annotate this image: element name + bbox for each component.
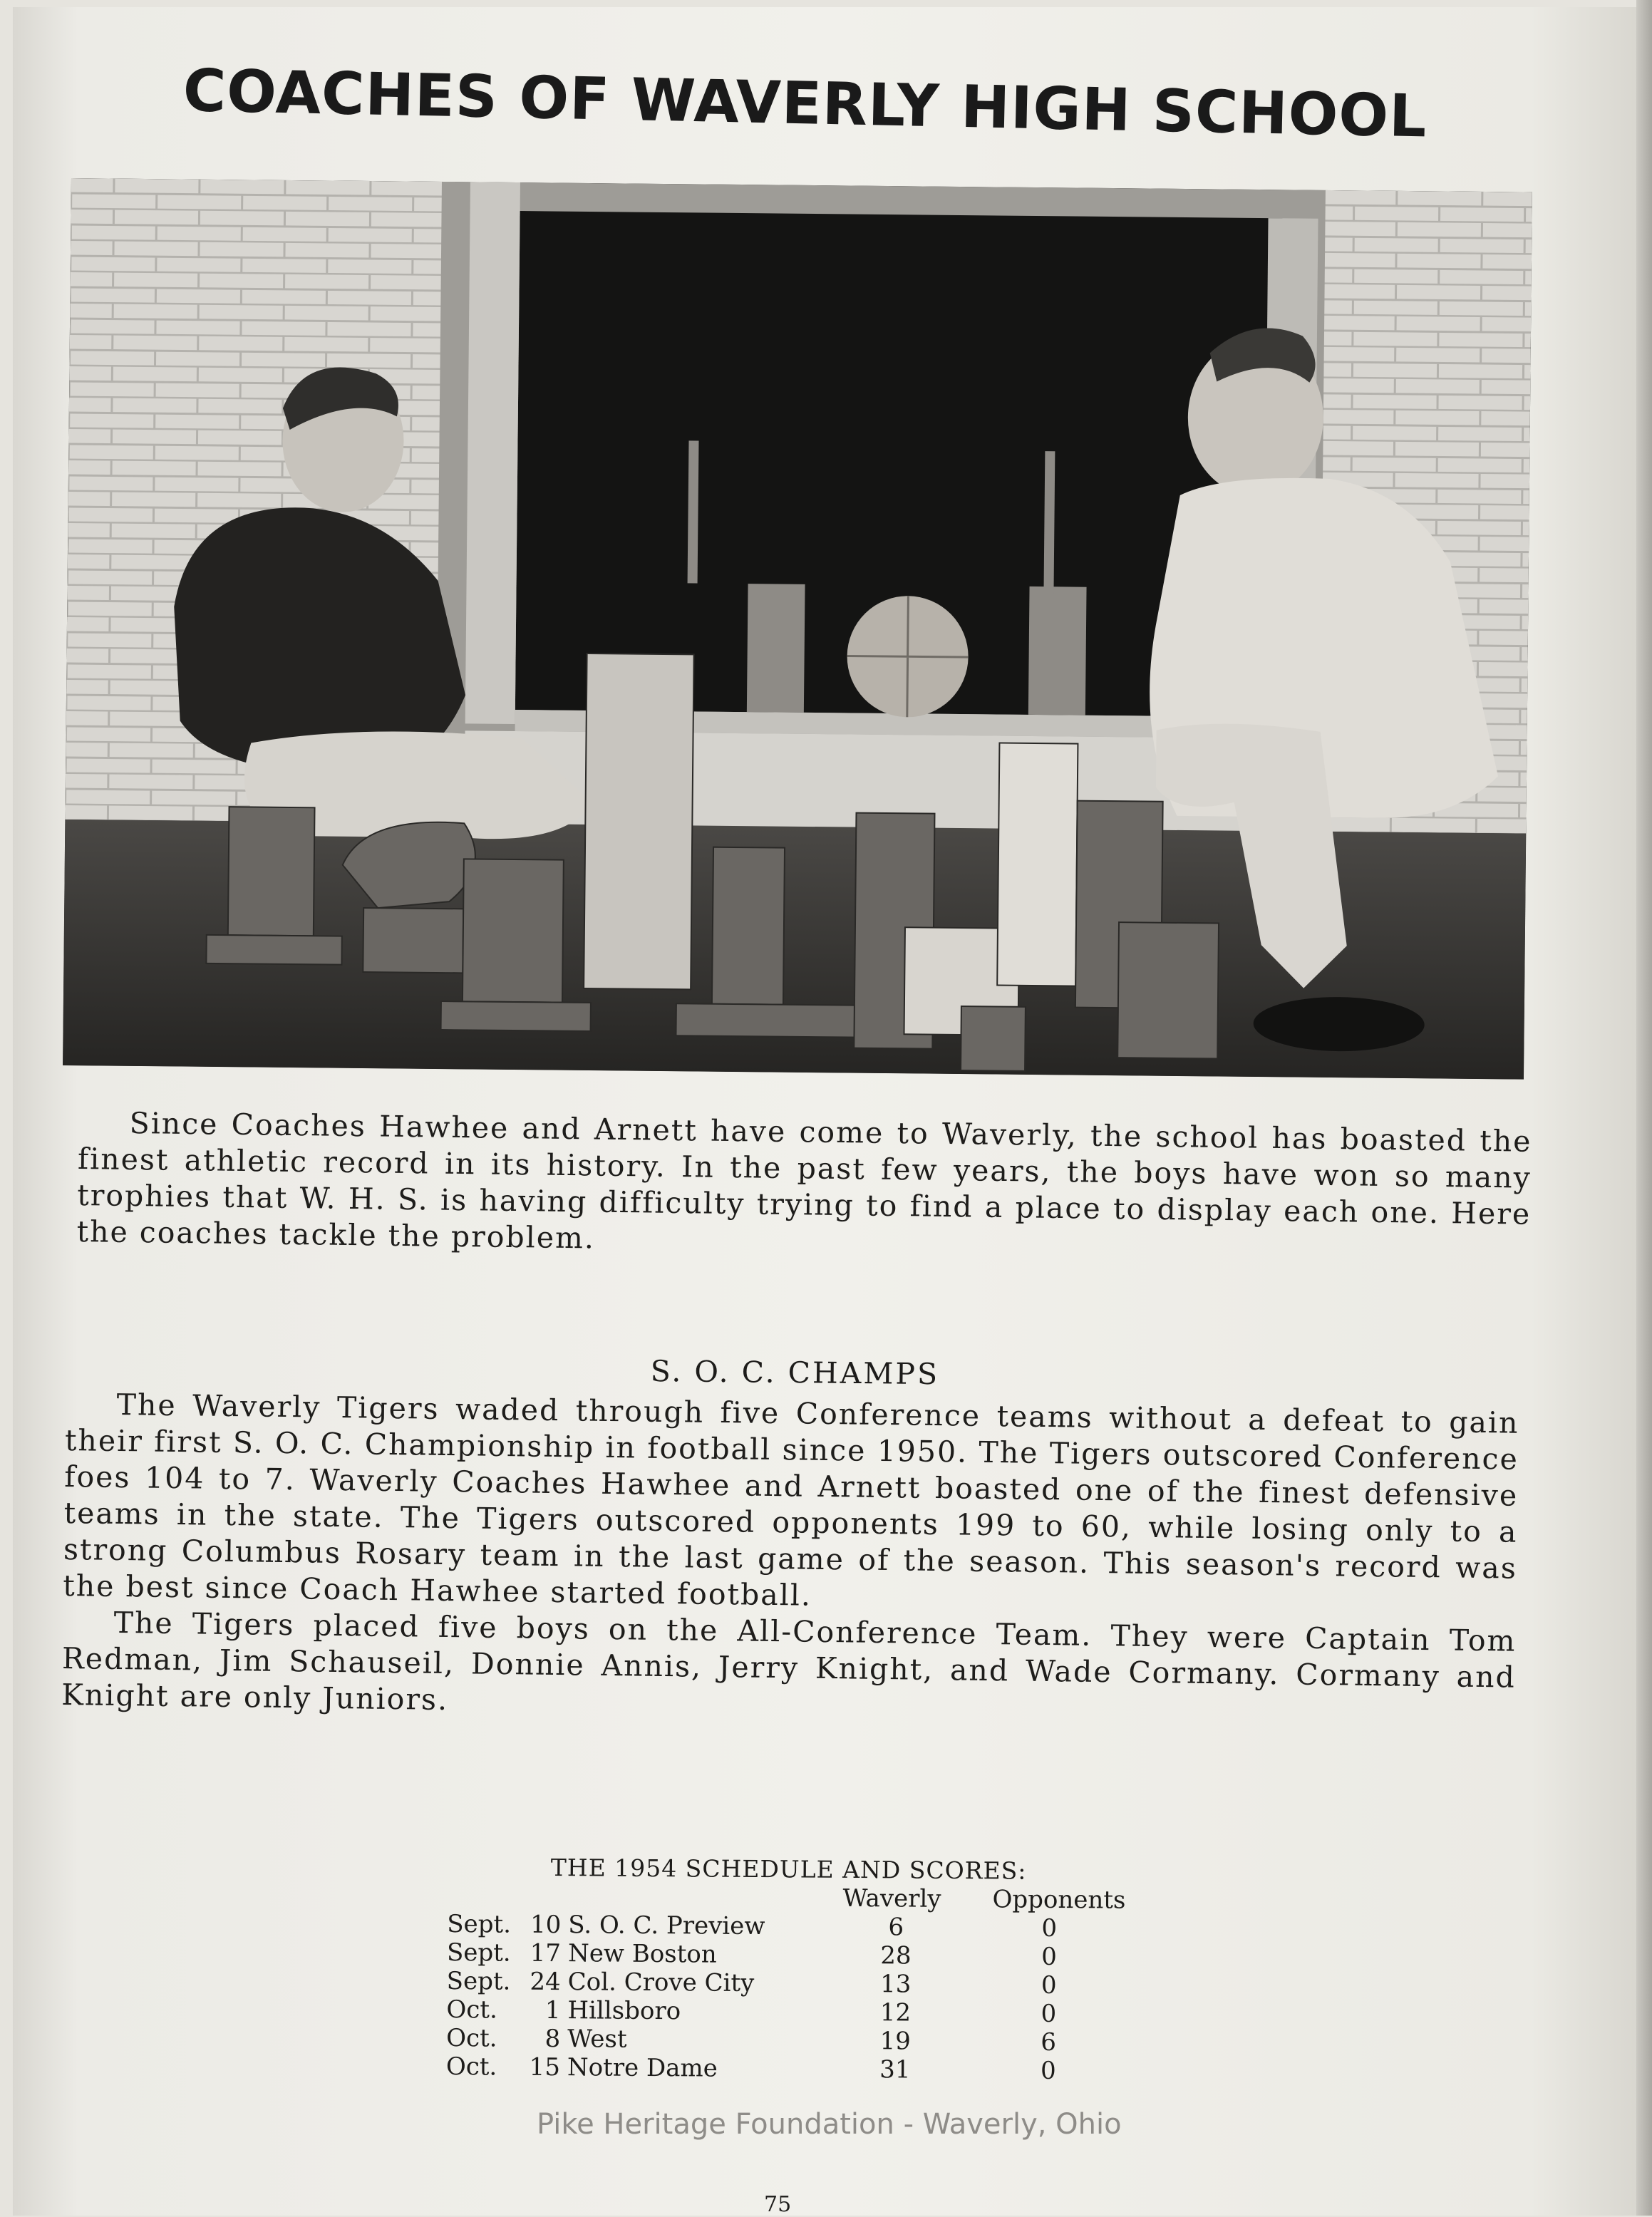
watermark-text: Pike Heritage Foundation - Waverly, Ohio bbox=[537, 2108, 1122, 2141]
game-day: 24 bbox=[530, 1967, 561, 1997]
game-opponent: Hillsboro bbox=[567, 1996, 681, 2026]
game-day: 17 bbox=[530, 1938, 562, 1968]
table-row bbox=[447, 1910, 1160, 1943]
game-month: Oct. bbox=[445, 2052, 497, 2082]
game-opponent: New Boston bbox=[567, 1939, 717, 1969]
champs-paragraph-2: The Tigers placed five boys on the All-Conference Team. They were Captain Tom Redman, Jim Schauseil, Donnie Annis, Jerry Knight, and Wade Cormany. Cormany and Knight are only Juniors. bbox=[61, 1605, 1517, 1717]
schedule-table bbox=[446, 1853, 1160, 2086]
waverly-score: 28 bbox=[880, 1941, 912, 1970]
table-row bbox=[446, 2052, 1159, 2086]
table-row bbox=[446, 2024, 1159, 2057]
game-day: 1 bbox=[544, 1995, 561, 2025]
waverly-score: 12 bbox=[879, 1998, 912, 2027]
opponent-score: 0 bbox=[1041, 1942, 1057, 1971]
page-title: COACHES OF WAVERLY HIGH SCHOOL bbox=[182, 57, 1428, 151]
waverly-score: 19 bbox=[879, 2027, 911, 2056]
opponent-score: 0 bbox=[1041, 1970, 1057, 2000]
table-row bbox=[447, 1938, 1160, 1972]
page-number: 75 bbox=[764, 2192, 792, 2217]
schedule-header-row bbox=[447, 1881, 1160, 1915]
game-day: 8 bbox=[544, 2024, 561, 2054]
waverly-column-header: Waverly bbox=[842, 1883, 941, 1913]
game-opponent: S. O. C. Preview bbox=[568, 1911, 765, 1941]
game-opponent: West bbox=[567, 2025, 627, 2054]
game-day: 10 bbox=[530, 1910, 562, 1940]
game-month: Sept. bbox=[446, 1966, 511, 1996]
champs-heading: S. O. C. CHAMPS bbox=[650, 1354, 940, 1392]
champs-article bbox=[61, 1386, 1519, 1732]
schedule-title: THE 1954 SCHEDULE AND SCORES: bbox=[550, 1854, 1027, 1885]
game-month: Sept. bbox=[447, 1909, 512, 1939]
photo-caption bbox=[76, 1105, 1532, 1269]
opponent-score: 0 bbox=[1041, 1913, 1058, 1943]
waverly-score: 13 bbox=[879, 1970, 912, 1999]
table-row bbox=[447, 1967, 1160, 2000]
game-opponent: Col. Crove City bbox=[567, 1968, 755, 1998]
table-row bbox=[446, 1995, 1159, 2029]
game-month: Oct. bbox=[446, 1995, 497, 2025]
game-month: Sept. bbox=[446, 1938, 511, 1968]
caption-text: Since Coaches Hawhee and Arnett have come to Waverly, the school has boasted the finest athletic record in its history. In the past few years, the boys have won so many trophies that W. H. S. is having difficulty trying to find a place to display each one. Here the coaches tackle the problem. bbox=[76, 1105, 1532, 1256]
opponents-column-header: Opponents bbox=[992, 1885, 1126, 1915]
game-month: Oct. bbox=[446, 2023, 497, 2053]
yearbook-page bbox=[13, 7, 1645, 2216]
champs-paragraph-1: The Waverly Tigers waded through five Conference teams without a defeat to gain their first S. O. C. Championship in football since 1950. The Tigers outscored Conference foes 104 to 7. Waverly Coaches Hawhee and Arnett boasted one of the finest defensive teams in the state. The Tigers outscored opponents 199 to 60, while losing only to a strong Columbus Rosary team in the last game of the season. This season's record was the best since Coach Hawhee started football. bbox=[63, 1387, 1519, 1613]
opponent-score: 0 bbox=[1041, 1999, 1057, 2028]
coaches-trophy-photo bbox=[63, 178, 1532, 1080]
photo-illustration bbox=[63, 178, 1532, 1080]
opponent-score: 6 bbox=[1041, 2027, 1057, 2057]
waverly-score: 6 bbox=[888, 1913, 904, 1942]
opponent-score: 0 bbox=[1040, 2056, 1056, 2085]
game-day: 15 bbox=[529, 2052, 561, 2082]
waverly-score: 31 bbox=[879, 2055, 911, 2084]
game-opponent: Notre Dame bbox=[567, 2053, 718, 2083]
page-edge-shadow bbox=[1636, 0, 1652, 2216]
